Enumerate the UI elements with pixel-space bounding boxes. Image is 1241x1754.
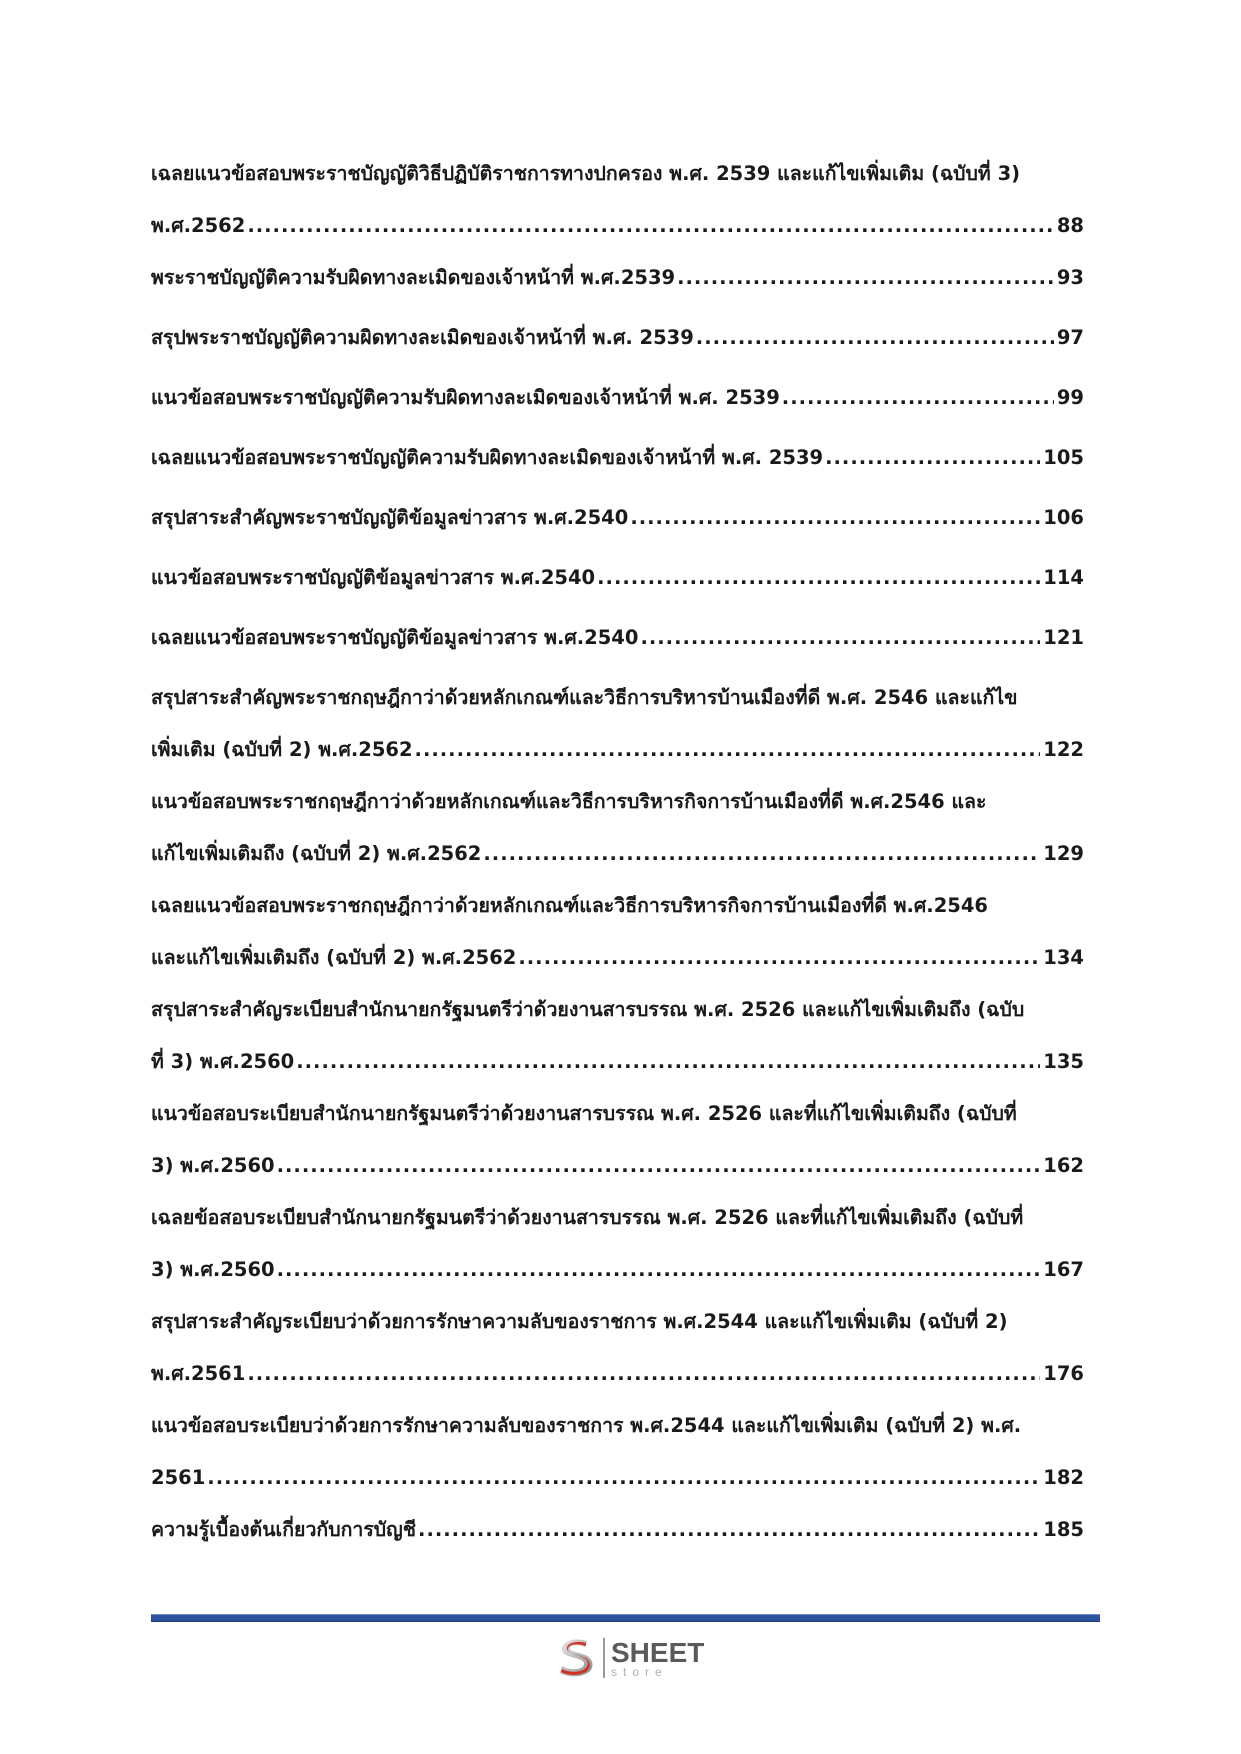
toc-dot-leader [245, 200, 1054, 252]
toc-entry-title-line: สรุปสาระสำคัญระเบียบว่าด้วยการรักษาความลับของราชการ พ.ศ.2544 และแก้ไขเพิ่มเติม (ฉบับที่ 2) [151, 1310, 1008, 1333]
toc-entry-title: สรุปสาระสำคัญพระราชบัญญัติข้อมูลข่าวสาร พ.ศ.2540 [151, 506, 629, 529]
toc-entry-last-line [151, 724, 1084, 776]
toc-entry-last-line [151, 828, 1084, 880]
toc-entry-title: ที่ 3) พ.ศ.2560 [151, 1050, 295, 1073]
toc-page-number: 97 [1056, 326, 1084, 349]
toc-entry-title-line: แนวข้อสอบระเบียบสำนักนายกรัฐมนตรีว่าด้วยงานสารบรรณ พ.ศ. 2526 และที่แก้ไขเพิ่มเติมถึง (ฉบับที่ [151, 1102, 1017, 1125]
toc-dot-leader [595, 552, 1040, 604]
toc-entry [151, 432, 1084, 484]
toc-dot-leader [481, 828, 1040, 880]
toc-entry-title: 3) พ.ศ.2560 [151, 1258, 275, 1281]
toc-entry-title: แนวข้อสอบพระราชบัญญัติข้อมูลข่าวสาร พ.ศ.2540 [151, 566, 596, 589]
sheet-store-s-icon [553, 1635, 599, 1681]
toc-dot-leader [628, 492, 1040, 544]
toc-entry-last-line [151, 932, 1084, 984]
toc-entry [151, 880, 1084, 984]
toc-entry [151, 612, 1084, 664]
toc-entry-title: พระราชบัญญัติความรับผิดทางละเมิดของเจ้าหน้าที่ พ.ศ.2539 [151, 266, 676, 289]
toc-entry-last-line [151, 1036, 1084, 1088]
toc-dot-leader [416, 1504, 1040, 1556]
toc-page-number: 182 [1043, 1466, 1084, 1489]
logo-separator [603, 1638, 605, 1678]
toc-page-number: 162 [1043, 1154, 1084, 1177]
toc-entry-title-line: สรุปสาระสำคัญระเบียบสำนักนายกรัฐมนตรีว่าด้วยงานสารบรรณ พ.ศ. 2526 และแก้ไขเพิ่มเติมถึง (ฉบับ [151, 998, 1025, 1021]
toc-entry-title: ความรู้เบื้องต้นเกี่ยวกับการบัญชี [151, 1518, 417, 1541]
toc-dot-leader [275, 1244, 1041, 1296]
toc-entry [151, 492, 1084, 544]
toc-page-number: 167 [1043, 1258, 1084, 1281]
toc-page-number: 129 [1043, 842, 1084, 865]
toc-entry [151, 552, 1084, 604]
toc-entry-last-line [151, 252, 1084, 304]
toc-entry [151, 1400, 1084, 1504]
toc-entry [151, 148, 1084, 252]
toc-entry [151, 1088, 1084, 1192]
footer-rule [151, 1614, 1100, 1622]
toc-entry-title: 3) พ.ศ.2560 [151, 1154, 275, 1177]
toc-dot-leader [694, 312, 1054, 364]
toc-dot-leader [245, 1348, 1040, 1400]
toc-entry [151, 1192, 1084, 1296]
toc-page-number: 106 [1043, 506, 1084, 529]
toc-dot-leader [516, 932, 1040, 984]
toc-entry-title: เฉลยแนวข้อสอบพระราชบัญญัติข้อมูลข่าวสาร พ.ศ.2540 [151, 626, 639, 649]
toc-entry-title-line: เฉลยแนวข้อสอบพระราชกฤษฎีกาว่าด้วยหลักเกณฑ์และวิธีการบริหารกิจการบ้านเมืองที่ดี พ.ศ.2546 [151, 894, 988, 917]
toc-entry-last-line [151, 1244, 1084, 1296]
toc-page-number: 122 [1043, 738, 1084, 761]
toc-entry [151, 984, 1084, 1088]
toc-dot-leader [294, 1036, 1040, 1088]
toc-entry-title: เฉลยแนวข้อสอบพระราชบัญญัติความรับผิดทางละเมิดของเจ้าหน้าที่ พ.ศ. 2539 [151, 446, 824, 469]
toc-entry-last-line [151, 552, 1084, 604]
toc-page-number: 114 [1043, 566, 1084, 589]
toc-entry [151, 776, 1084, 880]
toc-page-number: 176 [1043, 1362, 1084, 1385]
toc-entry-title-line: เฉลยแนวข้อสอบพระราชบัญญัติวิธีปฏิบัติราชการทางปกครอง พ.ศ. 2539 และแก้ไขเพิ่มเติม (ฉบับที่ 3) [151, 162, 1021, 185]
toc-dot-leader [780, 372, 1054, 424]
toc-entry [151, 252, 1084, 304]
sheet-store-logo [553, 1632, 704, 1684]
toc-dot-leader [275, 1140, 1041, 1192]
toc-entry-title-line: สรุปสาระสำคัญพระราชกฤษฎีกาว่าด้วยหลักเกณฑ์และวิธีการบริหารบ้านเมืองที่ดี พ.ศ. 2546 และแก้ไข [151, 686, 1018, 709]
toc-entry-title: แก้ไขเพิ่มเติมถึง (ฉบับที่ 2) พ.ศ.2562 [151, 842, 482, 865]
toc-entry-title: พ.ศ.2561 [151, 1362, 246, 1385]
toc-entry-last-line [151, 612, 1084, 664]
toc-entry-title-line: แนวข้อสอบพระราชกฤษฎีกาว่าด้วยหลักเกณฑ์และวิธีการบริหารกิจการบ้านเมืองที่ดี พ.ศ.2546 และ [151, 790, 987, 813]
toc-page-number: 134 [1043, 946, 1084, 969]
toc-entry-last-line [151, 1452, 1084, 1504]
toc-entry-title: และแก้ไขเพิ่มเติมถึง (ฉบับที่ 2) พ.ศ.2562 [151, 946, 517, 969]
toc-entry-last-line [151, 200, 1084, 252]
toc-entry-title: เพิ่มเติม (ฉบับที่ 2) พ.ศ.2562 [151, 738, 413, 761]
toc-page-number: 121 [1043, 626, 1084, 649]
toc-entry-title-line: เฉลยข้อสอบระเบียบสำนักนายกรัฐมนตรีว่าด้วยงานสารบรรณ พ.ศ. 2526 และที่แก้ไขเพิ่มเติมถึง (ฉบับที่ [151, 1206, 1024, 1229]
toc-entry-title: 2561 [151, 1466, 206, 1489]
table-of-contents [151, 148, 1084, 1564]
toc-entry-title: แนวข้อสอบพระราชบัญญัติความรับผิดทางละเมิดของเจ้าหน้าที่ พ.ศ. 2539 [151, 386, 780, 409]
toc-page-number: 135 [1043, 1050, 1084, 1073]
toc-page-number: 93 [1056, 266, 1084, 289]
toc-entry-title: สรุปพระราชบัญญัติความผิดทางละเมิดของเจ้าหน้าที่ พ.ศ. 2539 [151, 326, 694, 349]
toc-entry [151, 1504, 1084, 1556]
toc-entry-last-line [151, 312, 1084, 364]
toc-entry-last-line [151, 1348, 1084, 1400]
toc-entry-title-line: แนวข้อสอบระเบียบว่าด้วยการรักษาความลับของราชการ พ.ศ.2544 และแก้ไขเพิ่มเติม (ฉบับที่ 2) พ.ศ. [151, 1414, 1022, 1437]
logo-sub-text: store [611, 1664, 668, 1679]
toc-entry-last-line [151, 492, 1084, 544]
toc-dot-leader [675, 252, 1054, 304]
toc-dot-leader [638, 612, 1040, 664]
toc-page-number: 105 [1043, 446, 1084, 469]
toc-page-number: 185 [1043, 1518, 1084, 1541]
toc-entry [151, 312, 1084, 364]
toc-page-number: 99 [1056, 386, 1084, 409]
toc-dot-leader [823, 432, 1040, 484]
toc-dot-leader [413, 724, 1041, 776]
logo-brand-text: SHEET [611, 1636, 705, 1668]
toc-entry [151, 1296, 1084, 1400]
toc-entry-last-line [151, 372, 1084, 424]
toc-entry-last-line [151, 1504, 1084, 1556]
toc-entry [151, 672, 1084, 776]
toc-entry [151, 372, 1084, 424]
toc-dot-leader [205, 1452, 1040, 1504]
toc-entry-last-line [151, 432, 1084, 484]
toc-entry-title: พ.ศ.2562 [151, 214, 246, 237]
toc-entry-last-line [151, 1140, 1084, 1192]
toc-page-number: 88 [1056, 214, 1084, 237]
